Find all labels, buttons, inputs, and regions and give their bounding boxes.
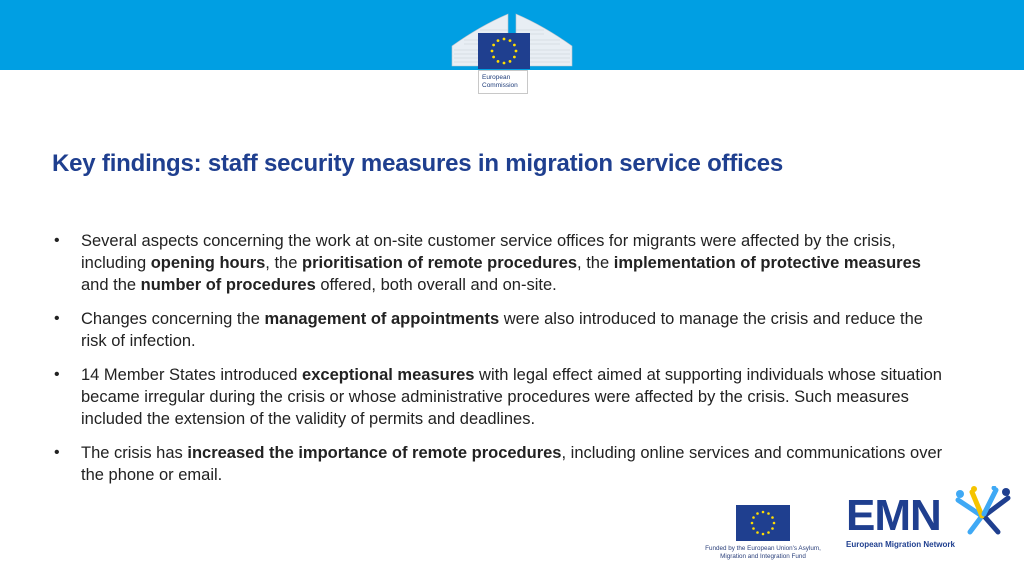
- bullet-glyph: •: [54, 444, 60, 461]
- bullet-text: 14 Member States introduced: [81, 366, 303, 384]
- bullet-glyph: •: [54, 310, 60, 327]
- european-commission-label: [478, 70, 528, 94]
- bullet-text: , including online services and communications over the phone or email.: [81, 444, 943, 484]
- eu-flag-icon: [736, 505, 790, 541]
- bullet-text: Changes concerning the: [81, 310, 265, 328]
- eu-funding-badge: [700, 505, 826, 565]
- bullet-text: offered, both overall and on-site.: [315, 276, 557, 294]
- bullet-emphasis: exceptional measures: [302, 366, 475, 384]
- bullet-text: were also introduced to manage the crisis and reduce the risk of infection.: [81, 310, 923, 350]
- bullet-text: with legal effect aimed at supporting individuals whose situation became irregular during the crisis or whose administrative procedures were affected by the crisis. Such measures included the extension of the validity of permits and deadlines.: [81, 366, 942, 428]
- bullet-glyph: •: [54, 366, 60, 383]
- funding-caption: [700, 545, 826, 561]
- bullet-emphasis: opening hours: [150, 254, 266, 272]
- bullet-emphasis: number of procedures: [140, 276, 316, 294]
- bullet-item: [52, 230, 952, 296]
- bullet-text: and the: [81, 276, 141, 294]
- bullet-item: [52, 364, 952, 430]
- bullet-text: Several aspects concerning the work at on-site customer service offices for migrants were affected by the crisis, including: [81, 232, 896, 272]
- emn-figures-icon: [952, 486, 1014, 536]
- bullet-emphasis: implementation of protective measures: [613, 254, 921, 272]
- bullet-emphasis: increased the importance of remote procedures: [187, 444, 562, 462]
- bullet-text: The crisis has: [81, 444, 188, 462]
- bullet-item: [52, 308, 952, 352]
- emn-letters: EMN: [846, 491, 941, 540]
- bullet-emphasis: prioritisation of remote procedures: [302, 254, 578, 272]
- funding-caption-line1: Funded by the European Union's Asylum,: [705, 545, 821, 552]
- bullet-emphasis: management of appointments: [264, 310, 500, 328]
- bullet-glyph: •: [54, 232, 60, 249]
- funding-caption-line2: Migration and Integration Fund: [720, 553, 806, 560]
- bullet-text: , the: [265, 254, 302, 272]
- key-findings-list: [52, 230, 952, 498]
- emn-logo: [844, 486, 1016, 552]
- ec-label-line1: European: [482, 74, 511, 81]
- bullet-item: [52, 442, 952, 486]
- ec-label-line2: Commission: [482, 81, 518, 89]
- slide-title: Key findings: staff security measures in migration service offices: [52, 150, 784, 177]
- emn-tagline: European Migration Network: [846, 540, 955, 549]
- bullet-text: , the: [577, 254, 614, 272]
